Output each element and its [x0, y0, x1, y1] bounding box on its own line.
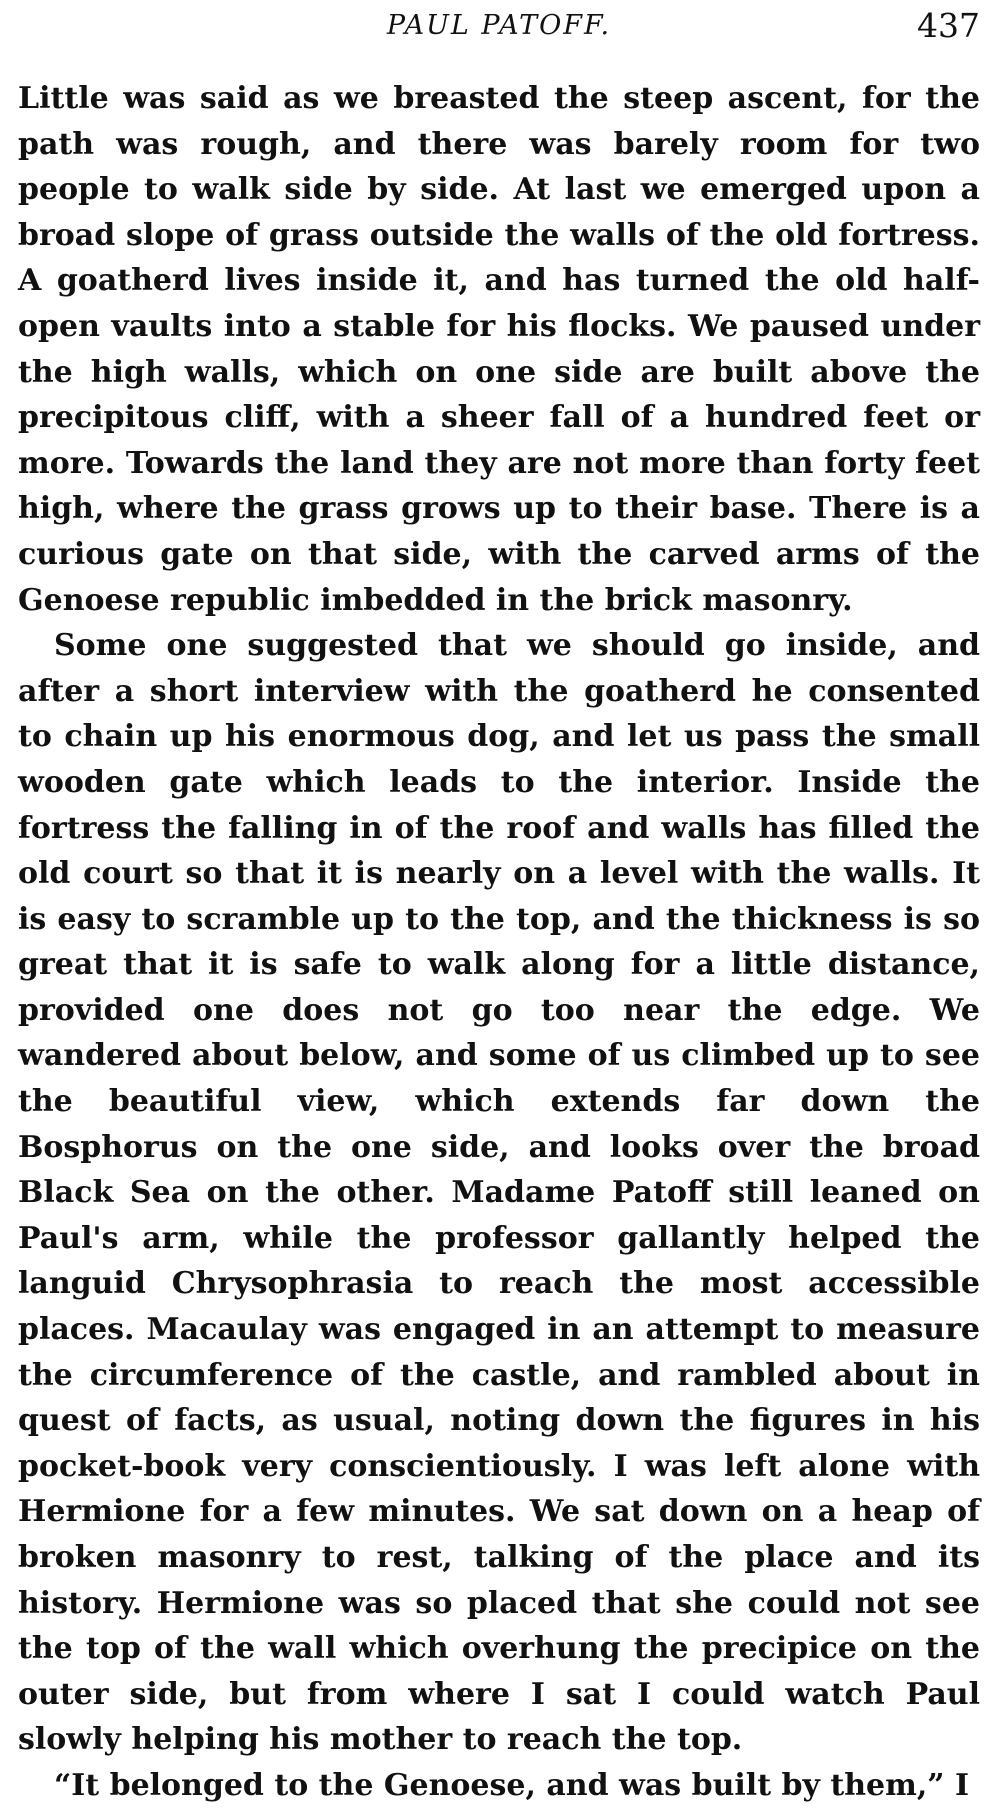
paragraph: Little was said as we breasted the steep ascent, for the path was rough, and there was barely room for two people to walk side by side. At last we emerged upon a broad slope of grass outside the walls of the old fortress. A goatherd lives inside it, and has turned the old half-open vaults into a stable for his flocks. We paused under the high walls, which on one side are built above the precipitous cliff, with a sheer fall of a hundred feet or more. Towards the land they are not more than forty feet high, where the grass grows up to their base. There is a curious gate on that side, with the carved arms of the Genoese republic imbedded in the brick masonry.: [18, 81, 980, 618]
paragraph: “It belonged to the Genoese, and was built by them,” I: [54, 1767, 970, 1803]
running-head: [18, 0, 980, 52]
page-number: 437: [917, 6, 980, 45]
paragraph: Some one suggested that we should go inside, and after a short interview with the goatherd he consented to chain up his enormous dog, and let us pass the small wooden gate which leads to the interior. Inside the fortress the falling in of the roof and walls has filled the old court so that it is nearly on a level with the walls. It is easy to scramble up to the top, and the thickness is so great that it is safe to walk along for a little distance, provided one does not go too near the edge. We wandered about below, and some of us climbed up to see the beautiful view, which extends far down the Bosphorus on the one side, and looks over the broad Black Sea on the other. Madame Patoff still leaned on Paul's arm, while the professor gallantly helped the languid Chrysophrasia to reach the most accessible places. Macaulay was engaged in an attempt to measure the circumference of the castle, and rambled about in quest of facts, as usual, noting down the figures in his pocket-book very conscientiously. I was left alone with Hermione for a few minutes. We sat down on a heap of broken masonry to rest, talking of the place and its history. Hermione was so placed that she could not see the top of the wall which overhung the precipice on the outer side, but from where I sat I could watch Paul slowly helping his mother to reach the top.: [18, 628, 980, 1758]
book-page: [18, 0, 980, 1803]
running-title: PAUL PATOFF.: [386, 10, 612, 41]
body-text: [18, 76, 980, 1809]
